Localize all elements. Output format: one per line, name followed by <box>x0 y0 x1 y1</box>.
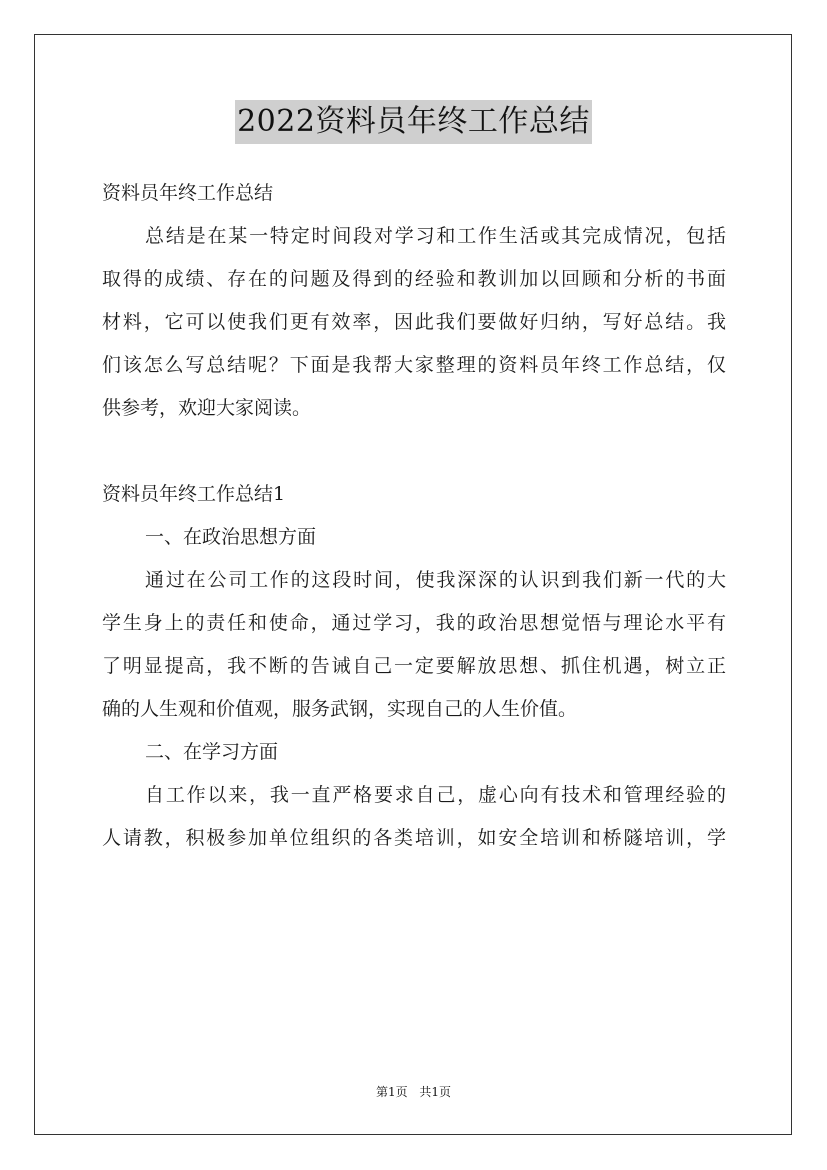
body-line: 学生身上的责任和使命，通过学习，我的政治思想觉悟与理论水平有 <box>102 612 726 634</box>
page-number: 第1页 <box>375 1085 408 1099</box>
body-line: 确的人生观和价值观，服务武钢，实现自己的人生价值。 <box>102 698 578 720</box>
intro-line: 们该怎么写总结呢？下面是我帮大家整理的资料员年终工作总结，仅 <box>102 354 726 376</box>
intro-line: 总结是在某一特定时间段对学习和工作生活或其完成情况，包括 <box>145 225 726 247</box>
body-line: 自工作以来，我一直严格要求自己，虚心向有技术和管理经验的 <box>145 784 726 806</box>
body-line: 了明显提高，我不断的告诫自己一定要解放思想、抓住机遇，树立正 <box>102 655 726 677</box>
intro-line: 取得的成绩、存在的问题及得到的经验和教训加以回顾和分析的书面 <box>102 268 726 290</box>
title-container <box>0 100 827 144</box>
subsection-heading: 一、在政治思想方面 <box>145 526 317 548</box>
page-total: 共1页 <box>419 1085 452 1099</box>
document-title: 2022资料员年终工作总结 <box>235 100 592 144</box>
body-line: 通过在公司工作的这段时间，使我深深的认识到我们新一代的大 <box>145 569 726 591</box>
document-body <box>102 172 726 860</box>
body-line: 人请教，积极参加单位组织的各类培训，如安全培训和桥隧培训，学 <box>102 827 726 849</box>
subsection-heading: 二、在学习方面 <box>145 741 279 763</box>
intro-line: 供参考，欢迎大家阅读。 <box>102 397 312 419</box>
page-footer <box>0 1083 827 1101</box>
section-heading: 资料员年终工作总结1 <box>102 483 286 505</box>
subtitle: 资料员年终工作总结 <box>102 182 274 204</box>
paragraph-spacer <box>102 430 726 473</box>
intro-line: 材料，它可以使我们更有效率，因此我们要做好归纳，写好总结。我 <box>102 311 726 333</box>
